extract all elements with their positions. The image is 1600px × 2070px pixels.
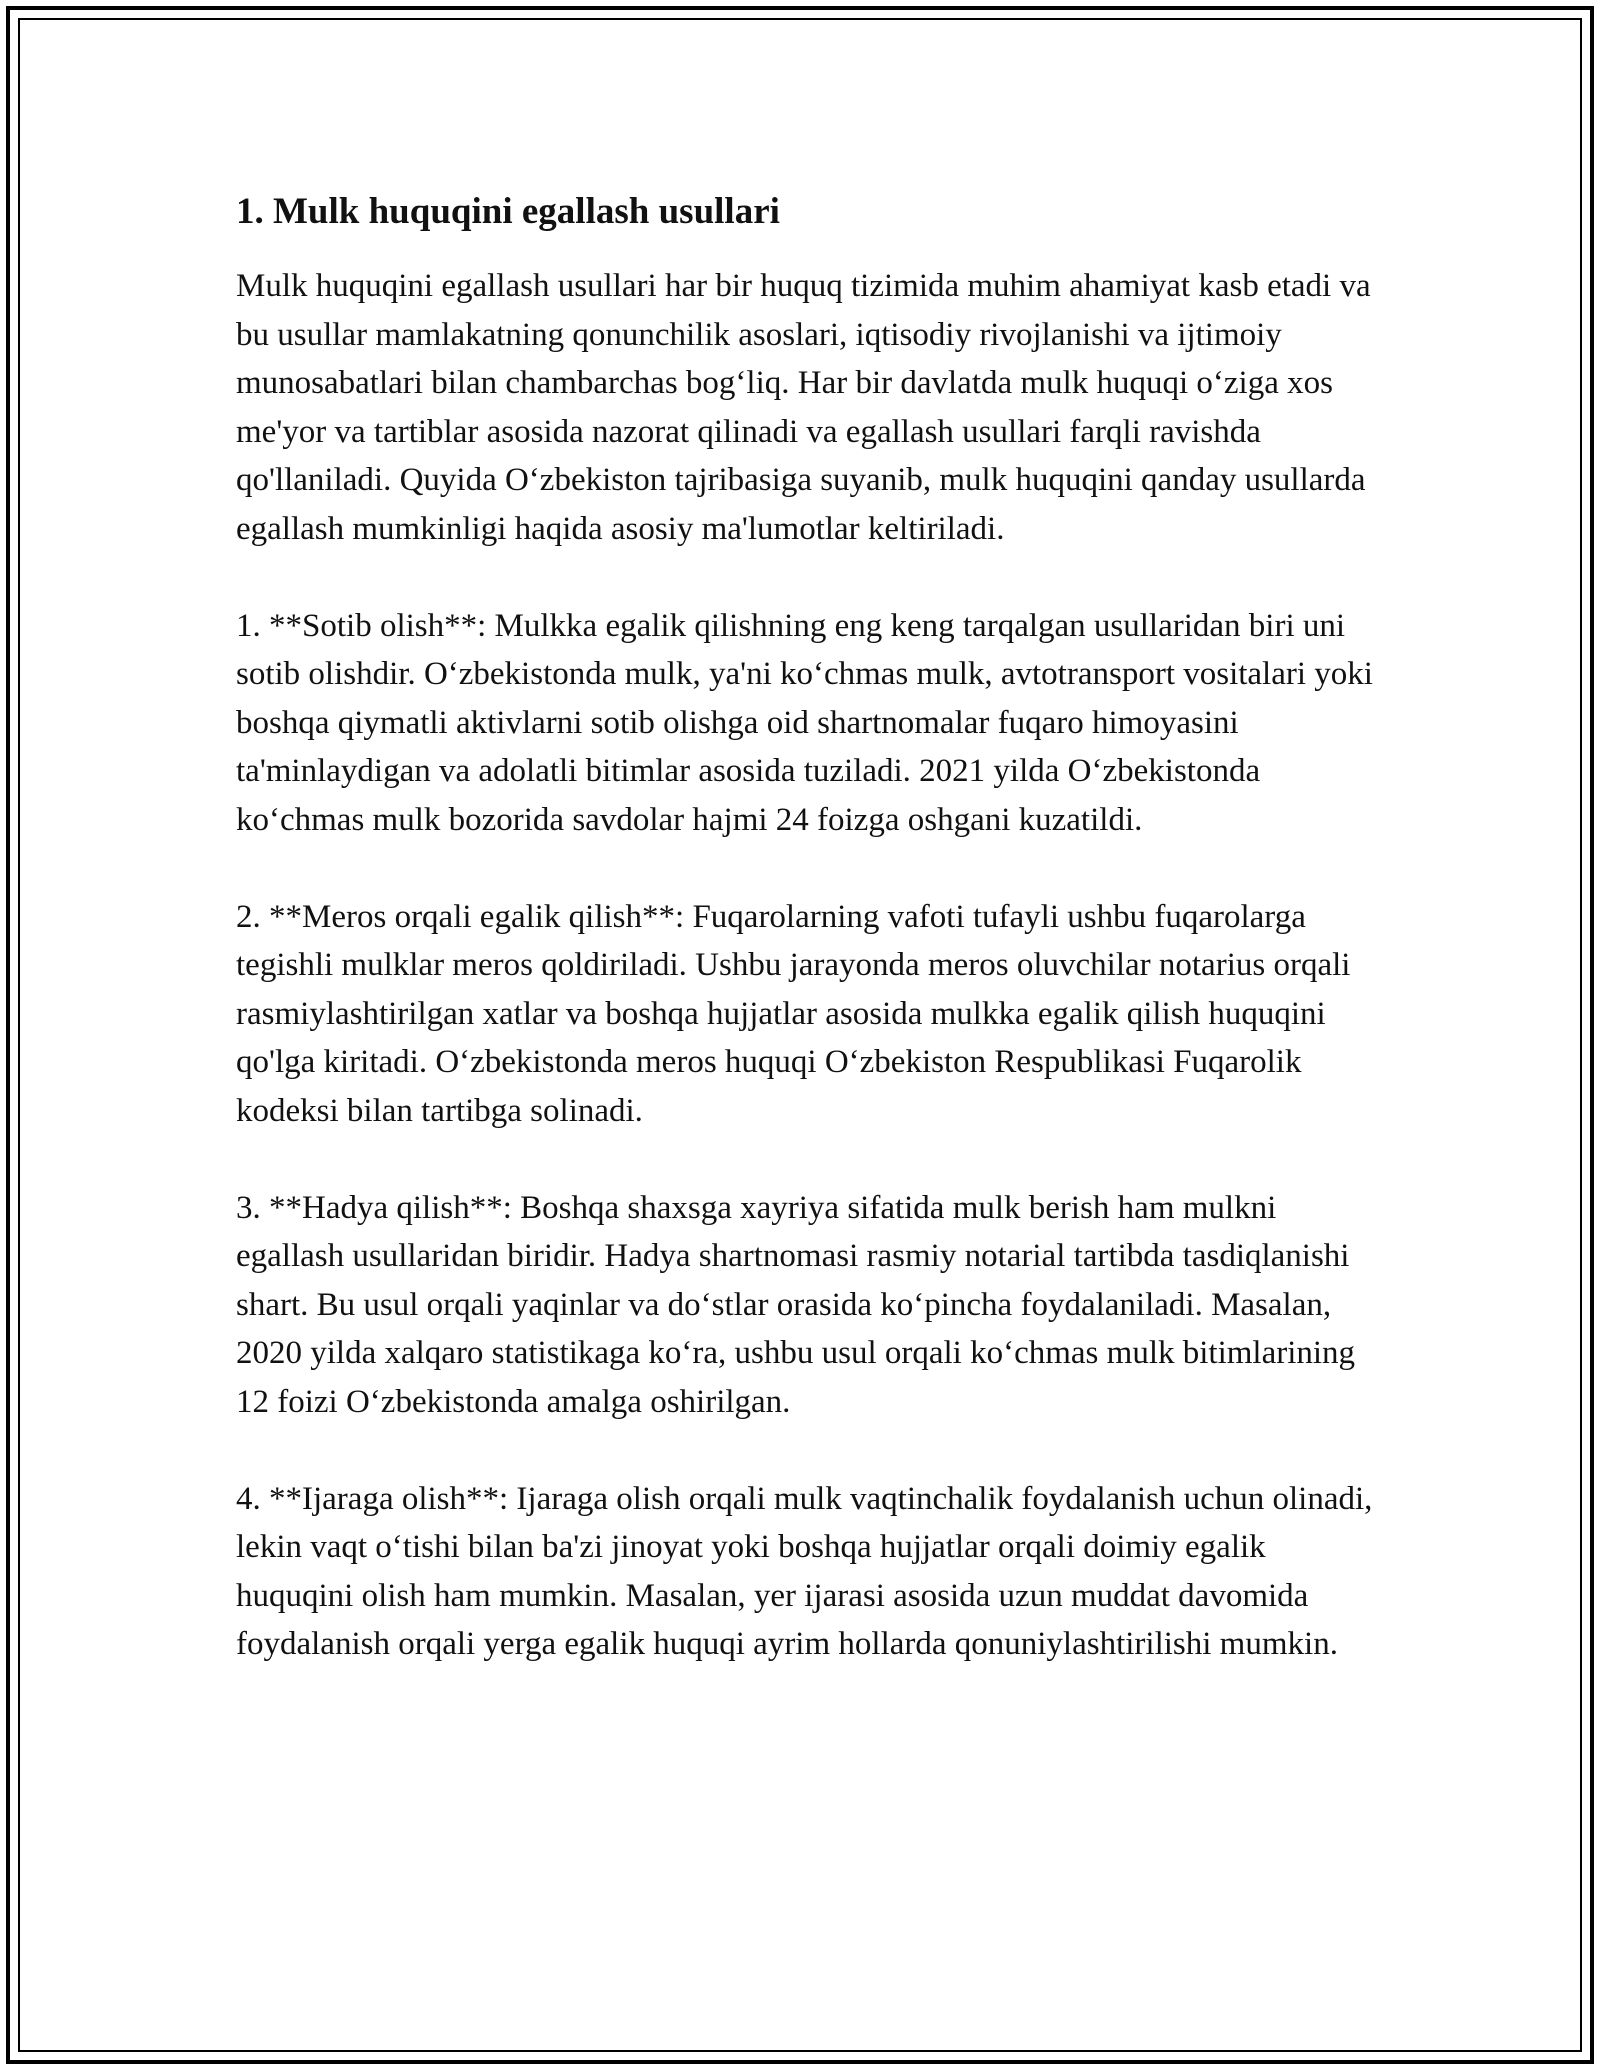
- section-heading: 1. Mulk huquqini egallash usullari: [236, 191, 780, 232]
- paragraph-meros: 2. **Meros orqali egalik qilish**: Fuqarolarning vafoti tufayli ushbu fuqarolarga tegishli mulklar meros qoldiriladi. Ushbu jarayonda meros oluvchilar notarius orqali rasmiylashtirilgan xatlar va boshqa hujjatlar asosida mulkka egalik qilish huquqini qo'lga kiritadi. O‘zbekistonda meros huquqi O‘zbekiston Respublikasi Fuqarolik kodeksi bilan tartibga solinadi.: [236, 898, 1351, 1129]
- paragraph-sotib-olish: 1. **Sotib olish**: Mulkka egalik qilishning eng keng tarqalgan usullaridan biri uni sotib olishdir. O‘zbekistonda mulk, ya'ni ko‘chmas mulk, avtotransport vositalari yoki boshqa qiymatli aktivlarni sotib olishga oid shartnomalar fuqaro himoyasini ta'minlaydigan va adolatli bitimlar asosida tuziladi. 2021 yilda O‘zbekistonda ko‘chmas mulk bozorida savdolar hajmi 24 foizga oshgani kuzatildi.: [236, 607, 1373, 838]
- paragraph-ijara: 4. **Ijaraga olish**: Ijaraga olish orqali mulk vaqtinchalik foydalanish uchun olinadi, lekin vaqt o‘tishi bilan ba'zi jinoyat yoki boshqa hujjatlar orqali doimiy egalik huquqini olish ham mumkin. Masalan, yer ijarasi asosida uzun muddat davomida foydalanish orqali yerga egalik huquqi ayrim hollarda qonuniylashtirilishi mumkin.: [236, 1480, 1373, 1662]
- paragraph-hadya: 3. **Hadya qilish**: Boshqa shaxsga xayriya sifatida mulk berish ham mulkni egallash usullaridan biridir. Hadya shartnomasi rasmiy notarial tartibda tasdiqlanishi shart. Bu usul orqali yaqinlar va do‘stlar orasida ko‘pincha foydalaniladi. Masalan, 2020 yilda xalqaro statistikaga ko‘ra, ushbu usul orqali ko‘chmas mulk bitimlarining 12 foizi O‘zbekistonda amalga oshirilgan.: [236, 1189, 1356, 1420]
- document-body: [236, 190, 1376, 1669]
- intro-paragraph: Mulk huquqini egallash usullari har bir huquq tizimida muhim ahamiyat kasb etadi va bu usullar mamlakatning qonunchilik asoslari, iqtisodiy rivojlanishi va ijtimoiy munosabatlari bilan chambarchas bog‘liq. Har bir davlatda mulk huquqi o‘ziga xos me'yor va tartiblar asosida nazorat qilinadi va egallash usullari farqli ravishda qo'llaniladi. Quyida O‘zbekiston tajribasiga suyanib, mulk huquqini qanday usullarda egallash mumkinligi haqida asosiy ma'lumotlar keltiriladi.: [236, 268, 1371, 547]
